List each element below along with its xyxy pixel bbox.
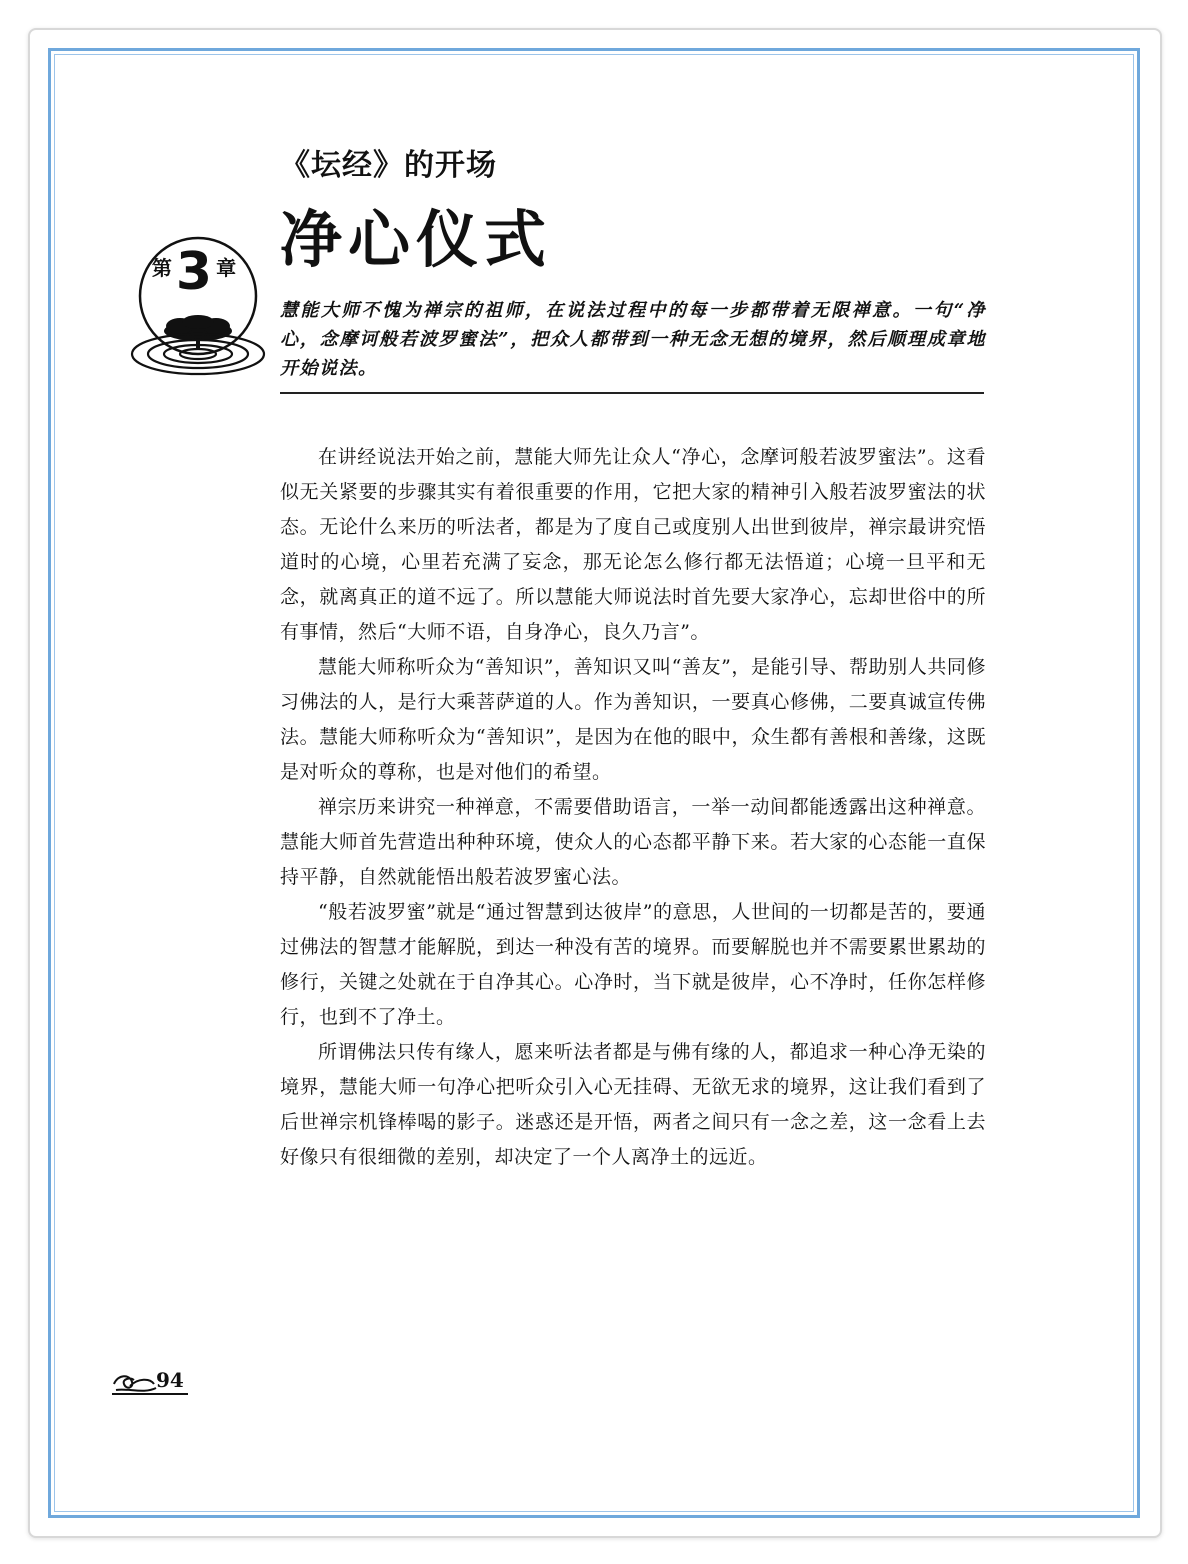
paragraph: 慧能大师称听众为“善知识”，善知识又叫“善友”，是能引导、帮助别人共同修习佛法的人，是行大乘菩萨道的人。作为善知识，一要真心修佛，二要真诚宣传佛法。慧能大师称听众为“善知识”，是因为在他的眼中，众生都有善根和善缘，这既是对听众的尊称，也是对他们的希望。 [280,656,986,783]
chapter-prefix: 第 [151,256,172,280]
paragraph: 所谓佛法只传有缘人，愿来听法者都是与佛有缘的人，都追求一种心净无染的境界，慧能大师一句净心把听众引入心无挂碍、无欲无求的境界，这让我们看到了后世禅宗机锋棒喝的影子。迷惑还是开悟，两者之间只有一念之差，这一念看上去好像只有很细微的差别，却决定了一个人离净土的远近。 [280,1041,986,1168]
chapter-number: 3 [175,242,213,302]
paragraph: “般若波罗蜜”就是“通过智慧到达彼岸”的意思，人世间的一切都是苦的，要通过佛法的智慧才能解脱，到达一种没有苦的境界。而要解脱也并不需要累世累劫的修行，关键之处就在于自净其心。心净时，当下就是彼岸，心不净时，任你怎样修行，也到不了净土。 [280,901,986,1028]
divider-rule [280,392,984,394]
cloud-ornament-icon [110,1364,200,1398]
chapter-title: 净心仪式 [280,203,553,276]
body-text [280,440,986,1175]
paragraph: 禅宗历来讲究一种禅意，不需要借助语言，一举一动间都能透露出这种禅意。慧能大师首先营造出种种环境，使众人的心态都平静下来。若大家的心态能一直保持平静，自然就能悟出般若波罗蜜心法。 [280,796,986,888]
chapter-number-label [138,242,250,302]
chapter-intro: 慧能大师不愧为禅宗的祖师，在说法过程中的每一步都带着无限禅意。一句“净心，念摩诃般若波罗蜜法”，把众人都带到一种无念无想的境界，然后顺理成章地开始说法。 [280,300,986,379]
chapter-suffix: 章 [216,256,237,280]
paragraph: 在讲经说法开始之前，慧能大师先让众人“净心，念摩诃般若波罗蜜法”。这看似无关紧要的步骤其实有着很重要的作用，它把大家的精神引入般若波罗蜜法的状态。无论什么来历的听法者，都是为了度自己或度别人出世到彼岸，禅宗最讲究悟道时的心境，心里若充满了妄念，那无论怎么修行都无法悟道；心境一旦平和无念，就离真正的道不远了。所以慧能大师说法时首先要大家净心，忘却世俗中的所有事情，然后“大师不语，自身净心，良久乃言”。 [280,446,986,643]
page-number: 94 [156,1368,184,1392]
chapter-subtitle: 《坛经》的开场 [280,148,497,183]
